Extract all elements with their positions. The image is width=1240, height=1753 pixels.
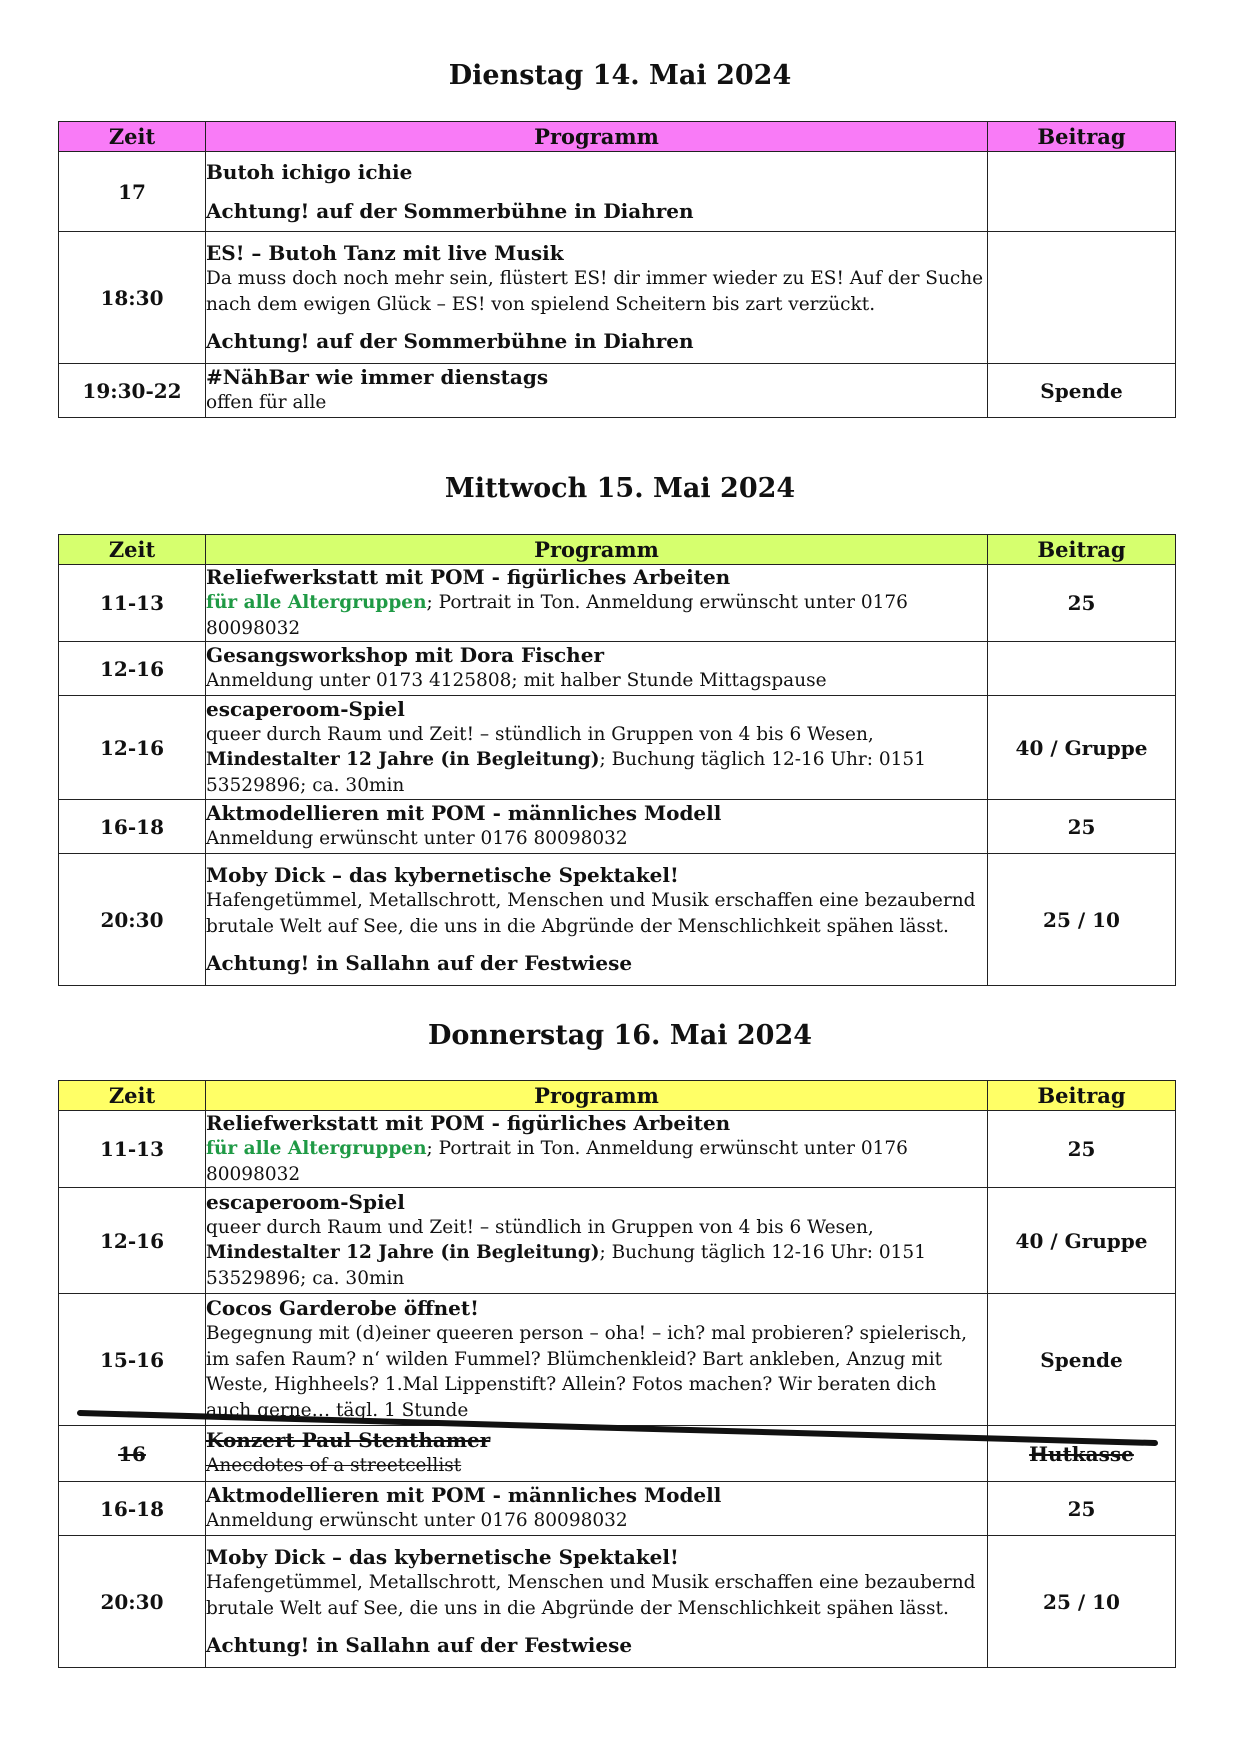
schedule-table-tuesday (58, 121, 1176, 418)
row-time: 15-16 (59, 1294, 206, 1426)
row-programm (206, 152, 988, 232)
row-programm (206, 1482, 988, 1536)
event-note: Achtung! in Sallahn auf der Festwiese (206, 1633, 633, 1657)
event-description: Begegnung mit (d)einer queeren person – oha! – ich? mal probieren? spielerisch, im safen Raum? n‘ wilden Fummel? Blümchenkleid? Bart ankleben, Anzug mit Weste, Highheels? 1.Mal Lippenstift? Allein? Fotos machen? Wir beraten dich auch gerne… tägl. 1 Stunde (206, 1323, 967, 1421)
row-fee: 25 (988, 565, 1176, 642)
row-fee: 25 (988, 1111, 1176, 1188)
event-description (206, 1215, 987, 1292)
event-description-text: queer durch Raum und Zeit! – stündlich in Gruppen von 4 bis 6 Wesen, (206, 723, 874, 745)
row-time: 11-13 (59, 565, 206, 642)
event-title: Moby Dick – das kybernetische Spektakel! (206, 1545, 679, 1569)
event-title: Reliefwerkstatt mit POM - figürliches Arbeiten (206, 565, 731, 589)
row-fee: 25 (988, 800, 1176, 854)
col-header-zeit: Zeit (59, 535, 206, 565)
schedule-table-thursday (58, 1080, 1176, 1668)
row-fee: Spende (988, 1294, 1176, 1426)
table-row (59, 800, 1176, 854)
event-description-bold: Mindestalter 12 Jahre (in Begleitung) (206, 749, 600, 771)
event-description-text: queer durch Raum und Zeit! – stündlich in Gruppen von 4 bis 6 Wesen, (206, 1216, 874, 1238)
col-header-beitrag: Beitrag (988, 1081, 1176, 1111)
event-description: offen für alle (206, 392, 327, 414)
table-row (59, 1188, 1176, 1294)
event-title: Gesangsworkshop mit Dora Fischer (206, 643, 604, 668)
event-description-rest: ; Buchung täglich 12-16 Uhr: 0151 53529896; ca. 30min (206, 749, 926, 796)
row-time: 12-16 (59, 1188, 206, 1294)
row-fee: 25 / 10 (988, 854, 1176, 986)
day-title-tuesday: Dienstag 14. Mai 2024 (448, 60, 792, 91)
event-note: Achtung! auf der Sommerbühne in Diahren (206, 329, 694, 353)
row-fee (988, 152, 1176, 232)
event-title: Cocos Garderobe öffnet! (206, 1296, 479, 1320)
row-time: 12-16 (59, 696, 206, 800)
row-programm (206, 642, 988, 696)
row-fee: Spende (988, 364, 1176, 418)
event-title: Aktmodellieren mit POM - männliches Modell (206, 1483, 722, 1508)
table-row (59, 232, 1176, 364)
event-title: escaperoom-Spiel (206, 1189, 405, 1214)
row-time: 16-18 (59, 1482, 206, 1536)
event-title: Reliefwerkstatt mit POM - figürliches Arbeiten (206, 1111, 731, 1135)
col-header-beitrag: Beitrag (988, 535, 1176, 565)
event-note: Achtung! auf der Sommerbühne in Diahren (206, 198, 694, 223)
table-row (59, 642, 1176, 696)
event-description: Anecdotes of a streetcellist (206, 1455, 462, 1477)
row-time: 20:30 (59, 854, 206, 986)
row-programm (206, 1426, 988, 1482)
table-row (59, 1294, 1176, 1426)
row-fee (988, 232, 1176, 364)
event-title: #NähBar wie immer dienstags (206, 365, 549, 390)
row-fee: Hutkasse (988, 1426, 1176, 1482)
row-programm (206, 800, 988, 854)
schedule-table-wednesday (58, 534, 1176, 986)
col-header-programm: Programm (206, 122, 988, 152)
row-fee: 25 / 10 (988, 1536, 1176, 1668)
col-header-zeit: Zeit (59, 122, 206, 152)
row-time: 11-13 (59, 1111, 206, 1188)
row-time: 16-18 (59, 800, 206, 854)
event-description-text: ; Portrait in Ton. Anmeldung erwünscht unter 0176 80098032 (206, 592, 908, 639)
row-programm (206, 696, 988, 800)
event-description: Anmeldung erwünscht unter 0176 80098032 (206, 1510, 628, 1532)
event-title: Konzert Paul Stenthamer (206, 1428, 491, 1453)
row-time: 12-16 (59, 642, 206, 696)
event-description-bold: Mindestalter 12 Jahre (in Begleitung) (206, 1242, 600, 1264)
row-fee: 40 / Gruppe (988, 696, 1176, 800)
row-fee: 25 (988, 1482, 1176, 1536)
row-programm (206, 1536, 988, 1668)
day-title-thursday: Donnerstag 16. Mai 2024 (427, 1020, 813, 1051)
table-row (59, 1536, 1176, 1668)
event-description (206, 590, 987, 641)
table-row-cancelled (59, 1426, 1176, 1482)
row-time: 18:30 (59, 232, 206, 364)
event-description: Anmeldung unter 0173 4125808; mit halber Stunde Mittagspause (206, 670, 827, 692)
table-header (59, 1081, 1176, 1111)
table-row (59, 696, 1176, 800)
table-header (59, 122, 1176, 152)
table-row (59, 854, 1176, 986)
col-header-beitrag: Beitrag (988, 122, 1176, 152)
row-fee (988, 642, 1176, 696)
table-header (59, 535, 1176, 565)
table-row (59, 152, 1176, 232)
row-time: 20:30 (59, 1536, 206, 1668)
col-header-programm: Programm (206, 1081, 988, 1111)
event-title: escaperoom-Spiel (206, 696, 405, 721)
row-fee: 40 / Gruppe (988, 1188, 1176, 1294)
col-header-programm: Programm (206, 535, 988, 565)
row-programm (206, 854, 988, 986)
table-row (59, 565, 1176, 642)
row-programm (206, 565, 988, 642)
event-title: ES! – Butoh Tanz mit live Musik (206, 241, 564, 265)
col-header-zeit: Zeit (59, 1081, 206, 1111)
row-programm (206, 1294, 988, 1426)
row-programm (206, 232, 988, 364)
event-description (206, 1136, 987, 1187)
row-programm (206, 364, 988, 418)
event-description-rest: ; Buchung täglich 12-16 Uhr: 0151 53529896; ca. 30min (206, 1242, 926, 1289)
audience-highlight: für alle Altergruppen (206, 1138, 427, 1159)
row-programm (206, 1188, 988, 1294)
row-time: 19:30-22 (59, 364, 206, 418)
event-description: Da muss doch noch mehr sein, flüstert ES! dir immer wieder zu ES! Auf der Suche nach dem ewigen Glück – ES! von spielend Scheitern bis zart verzückt. (206, 268, 984, 315)
audience-highlight: für alle Altergruppen (206, 592, 427, 613)
table-row (59, 1111, 1176, 1188)
event-description (206, 722, 987, 799)
event-description-text: ; Portrait in Ton. Anmeldung erwünscht unter 0176 80098032 (206, 1138, 908, 1185)
event-note: Achtung! in Sallahn auf der Festwiese (206, 951, 633, 975)
table-row (59, 1482, 1176, 1536)
table-row (59, 364, 1176, 418)
event-description: Anmeldung erwünscht unter 0176 80098032 (206, 828, 628, 850)
row-programm (206, 1111, 988, 1188)
event-description: Hafengetümmel, Metallschrott, Menschen und Musik erschaffen eine bezaubernd brutale Welt auf See, die uns in die Abgründe der Menschlichkeit spähen lässt. (206, 1572, 976, 1619)
event-title: Butoh ichigo ichie (206, 159, 413, 184)
event-title: Moby Dick – das kybernetische Spektakel! (206, 863, 679, 887)
event-title: Aktmodellieren mit POM - männliches Modell (206, 801, 722, 826)
row-time: 16 (59, 1426, 206, 1482)
row-time: 17 (59, 152, 206, 232)
day-title-wednesday: Mittwoch 15. Mai 2024 (444, 473, 796, 504)
event-description: Hafengetümmel, Metallschrott, Menschen und Musik erschaffen eine bezaubernd brutale Welt auf See, die uns in die Abgründe der Menschlichkeit spähen lässt. (206, 890, 976, 937)
